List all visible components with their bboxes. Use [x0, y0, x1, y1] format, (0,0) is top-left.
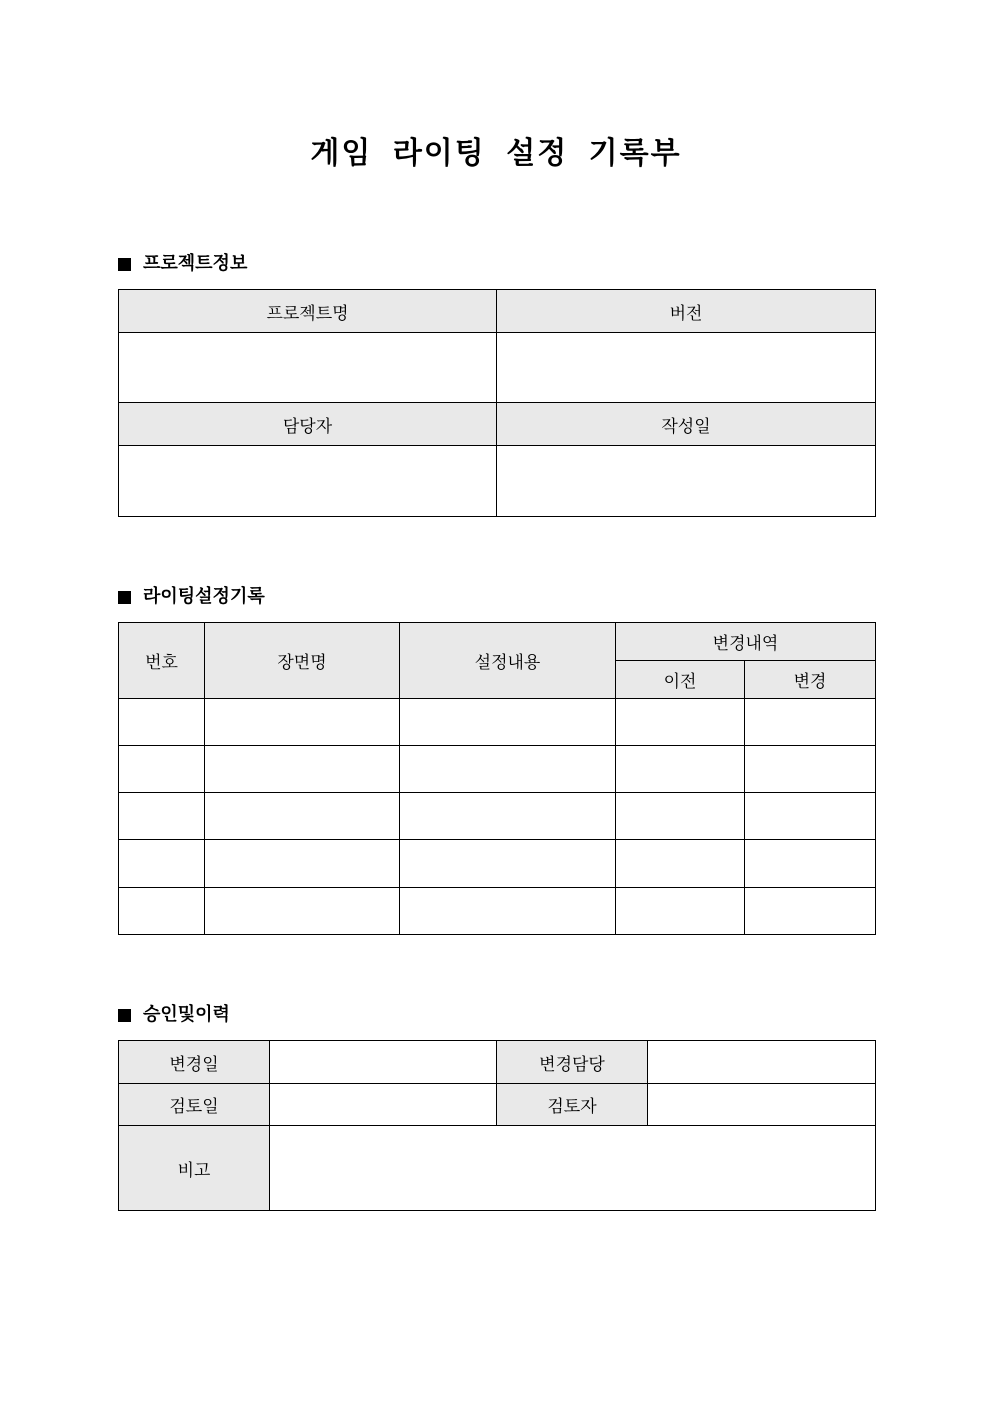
square-bullet-icon [118, 258, 131, 271]
before-column-header: 이전 [616, 661, 745, 699]
record-before-cell[interactable] [616, 888, 745, 935]
after-column-header: 변경 [745, 661, 876, 699]
approval-heading [118, 1003, 230, 1027]
record-after-cell[interactable] [745, 888, 876, 935]
record-before-cell[interactable] [616, 840, 745, 888]
table-row [119, 793, 876, 840]
record-after-cell[interactable] [745, 793, 876, 840]
record-scene-cell[interactable] [205, 793, 400, 840]
remarks-label: 비고 [119, 1126, 270, 1211]
change-history-column-header: 변경내역 [616, 623, 876, 661]
record-settings-cell[interactable] [400, 888, 616, 935]
record-number-cell[interactable] [119, 840, 205, 888]
table-row [119, 888, 876, 935]
record-scene-cell[interactable] [205, 699, 400, 746]
lighting-records-heading [118, 585, 265, 609]
reviewer-field[interactable] [648, 1084, 876, 1126]
record-settings-cell[interactable] [400, 746, 616, 793]
change-date-label: 변경일 [119, 1041, 270, 1084]
approval-heading-label: 승인및이력 [143, 1004, 230, 1025]
change-manager-label: 변경담당 [497, 1041, 648, 1084]
version-label: 버전 [497, 290, 876, 333]
lighting-records-table [118, 622, 876, 935]
record-before-cell[interactable] [616, 699, 745, 746]
manager-field[interactable] [119, 446, 497, 517]
remarks-field[interactable] [270, 1126, 876, 1211]
project-name-label: 프로젝트명 [119, 290, 497, 333]
scene-name-column-header: 장면명 [205, 623, 400, 699]
square-bullet-icon [118, 591, 131, 604]
created-date-field[interactable] [497, 446, 876, 517]
review-date-field[interactable] [270, 1084, 497, 1126]
record-number-cell[interactable] [119, 888, 205, 935]
lighting-records-heading-label: 라이팅설정기록 [143, 586, 265, 607]
version-field[interactable] [497, 333, 876, 403]
record-before-cell[interactable] [616, 793, 745, 840]
settings-column-header: 설정내용 [400, 623, 616, 699]
change-date-field[interactable] [270, 1041, 497, 1084]
record-number-cell[interactable] [119, 793, 205, 840]
record-settings-cell[interactable] [400, 793, 616, 840]
table-row [119, 699, 876, 746]
square-bullet-icon [118, 1009, 131, 1022]
record-settings-cell[interactable] [400, 840, 616, 888]
reviewer-label: 검토자 [497, 1084, 648, 1126]
record-settings-cell[interactable] [400, 699, 616, 746]
record-number-cell[interactable] [119, 746, 205, 793]
record-after-cell[interactable] [745, 746, 876, 793]
document-title: 게임 라이팅 설정 기록부 [310, 136, 682, 171]
project-info-table [118, 289, 876, 517]
record-scene-cell[interactable] [205, 840, 400, 888]
table-row [119, 746, 876, 793]
created-date-label: 작성일 [497, 403, 876, 446]
project-info-heading [118, 252, 247, 276]
number-column-header: 번호 [119, 623, 205, 699]
project-name-field[interactable] [119, 333, 497, 403]
record-after-cell[interactable] [745, 840, 876, 888]
table-row [119, 840, 876, 888]
approval-table [118, 1040, 876, 1211]
record-scene-cell[interactable] [205, 746, 400, 793]
review-date-label: 검토일 [119, 1084, 270, 1126]
record-after-cell[interactable] [745, 699, 876, 746]
record-before-cell[interactable] [616, 746, 745, 793]
record-number-cell[interactable] [119, 699, 205, 746]
change-manager-field[interactable] [648, 1041, 876, 1084]
record-scene-cell[interactable] [205, 888, 400, 935]
project-info-heading-label: 프로젝트정보 [143, 253, 248, 274]
manager-label: 담당자 [119, 403, 497, 446]
